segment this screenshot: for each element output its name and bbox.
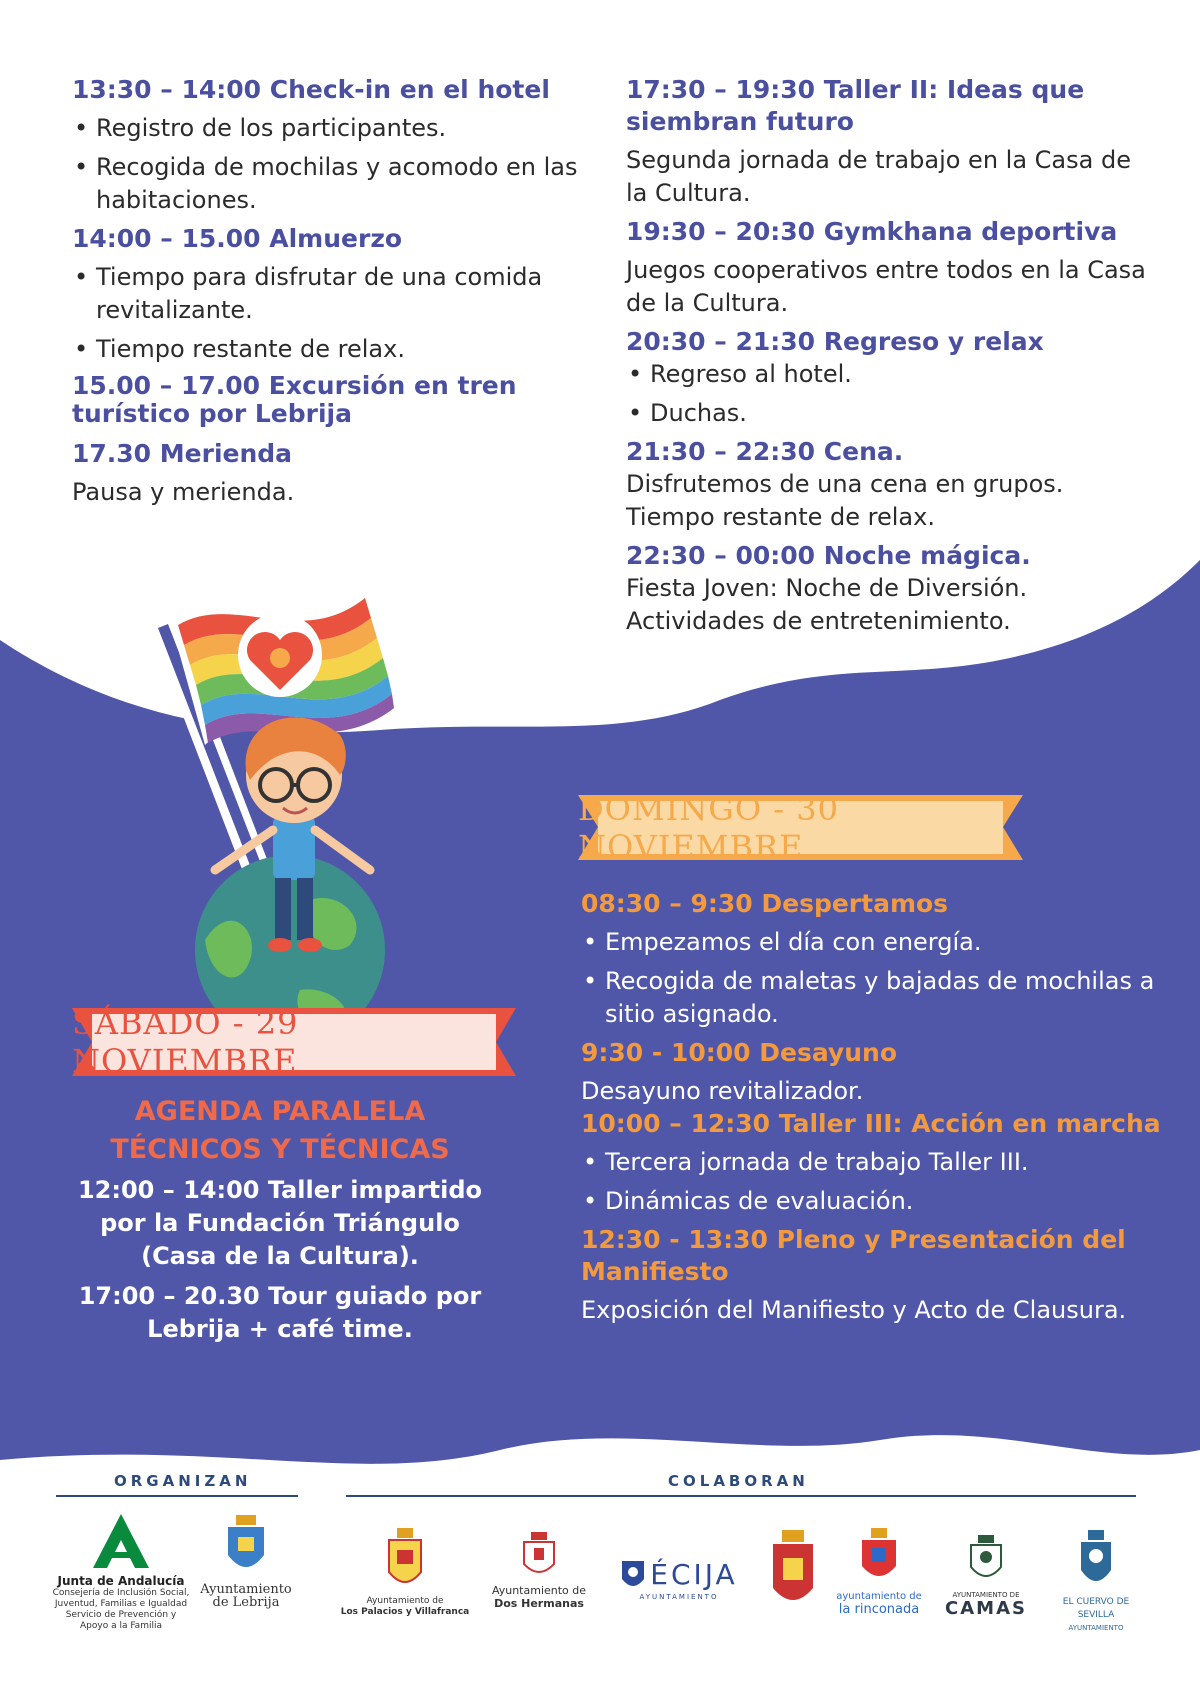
divider xyxy=(56,1495,298,1497)
junta-andalucia-icon xyxy=(91,1512,151,1570)
list-item: • Registro de los participantes. xyxy=(72,112,602,145)
el-cuervo-text-1: EL CUERVO DE SEVILLA xyxy=(1062,1597,1130,1620)
schedule-heading: 19:30 – 20:30 Gymkhana deportiva xyxy=(626,217,1118,246)
sunday-ribbon xyxy=(578,789,1023,866)
camas-text-1: AYUNTAMIENTO DE xyxy=(952,1591,1020,1599)
list-item: • Duchas. xyxy=(626,397,1146,430)
el-cuervo-text-2: AYUNTAMIENTO xyxy=(1068,1624,1124,1632)
schedule-text: Pausa y merienda. xyxy=(72,478,295,506)
schedule-text: Juegos cooperativos entre todos en la Casa de la Cultura. xyxy=(626,256,1146,317)
dos-hermanas-text-1: Ayuntamiento de xyxy=(491,1584,587,1597)
organizan-label: ORGANIZAN xyxy=(114,1472,252,1490)
camas-text-2: CAMAS xyxy=(945,1598,1027,1619)
schedule-heading: 12:30 - 13:30 Pleno y Presentación del Manifiesto xyxy=(581,1225,1126,1286)
saturday-ribbon-label: SÁBADO - 29 NOVIEMBRE xyxy=(72,1004,299,1080)
dos-hermanas-text-2: Dos Hermanas xyxy=(494,1597,584,1610)
schedule-text: Desayuno revitalizador. xyxy=(581,1077,864,1105)
junta-service: Servicio de Prevención y Apoyo a la Familia xyxy=(65,1610,177,1631)
camas-logo xyxy=(936,1535,1036,1619)
bullet-list xyxy=(72,112,602,217)
palacios-text-2: Los Palacios y Villafranca xyxy=(340,1607,470,1617)
right-top-column xyxy=(626,74,1146,638)
schedule-heading: 15.00 – 17.00 Excursión en tren turístico por Lebrija xyxy=(72,371,517,428)
schedule-heading: 21:30 – 22:30 Cena. xyxy=(626,437,904,466)
rinconada-text-1: ayuntamiento de xyxy=(836,1591,922,1602)
agenda-item: 17:00 – 20.30 Tour guiado por Lebrija + café time. xyxy=(78,1282,482,1343)
junta-department: Consejería de Inclusión Social, Juventud, Familias e Igualdad xyxy=(52,1588,190,1609)
list-item: • Empezamos el día con energía. xyxy=(581,926,1161,959)
schedule-heading: 14:00 – 15.00 Almuerzo xyxy=(72,224,403,253)
list-item: • Tercera jornada de trabajo Taller III. xyxy=(581,1146,1161,1179)
palacios-crest-icon xyxy=(387,1528,423,1592)
schedule-heading: 9:30 - 10:00 Desayuno xyxy=(581,1038,898,1067)
schedule-text: Actividades de entretenimiento. xyxy=(626,607,1011,635)
schedule-text: Disfrutemos de una cena en grupos. xyxy=(626,470,1064,498)
camas-crest-icon xyxy=(969,1535,1003,1585)
schedule-heading: 22:30 – 00:00 Noche mágica. xyxy=(626,541,1031,570)
schedule-text: Tiempo restante de relax. xyxy=(626,503,935,531)
el-cuervo-crest-icon xyxy=(1079,1530,1113,1592)
rinconada-logo xyxy=(834,1528,924,1616)
schedule-heading: 08:30 – 9:30 Despertamos xyxy=(581,889,949,918)
bullet-list xyxy=(581,1146,1161,1218)
schedule-heading: 13:30 – 14:00 Check-in en el hotel xyxy=(72,75,550,104)
lebrija-crest-icon xyxy=(224,1515,268,1579)
rinconada-crest-icon xyxy=(860,1528,898,1586)
list-item: • Regreso al hotel. xyxy=(626,358,1146,391)
rinconada-text-2: la rinconada xyxy=(838,1602,920,1617)
schedule-heading: 17.30 Merienda xyxy=(72,439,293,468)
agenda-item: 12:00 – 14:00 Taller impartido por la Fundación Triángulo (Casa de la Cultura). xyxy=(77,1176,483,1270)
lebrija-text-1: Ayuntamiento xyxy=(200,1582,292,1597)
schedule-heading: 10:00 – 12:30 Taller III: Acción en marcha xyxy=(581,1109,1161,1138)
list-item: • Tiempo para disfrutar de una comida revitalizante. xyxy=(72,261,602,327)
sunday-ribbon-label: DOMINGO - 30 NOVIEMBRE xyxy=(578,789,839,866)
schedule-text: Exposición del Manifiesto y Acto de Clausura. xyxy=(581,1296,1127,1324)
palacios-text-1: Ayuntamiento de xyxy=(366,1596,444,1606)
palacios-logo xyxy=(340,1528,470,1618)
ecija-logo xyxy=(614,1558,744,1604)
ecija-subtitle: AYUNTAMIENTO xyxy=(639,1593,719,1601)
dos-hermanas-logo xyxy=(484,1532,594,1610)
agenda-title: TÉCNICOS Y TÉCNICAS xyxy=(110,1134,450,1165)
schedule-heading: 17:30 – 19:30 Taller II: Ideas que siembran futuro xyxy=(626,75,1085,136)
schedule-text: Fiesta Joven: Noche de Diversión. xyxy=(626,574,1028,602)
lebrija-logo xyxy=(196,1515,296,1609)
divider xyxy=(346,1495,1136,1497)
sunday-column xyxy=(581,888,1161,1327)
schedule-text: Segunda jornada de trabajo en la Casa de la Cultura. xyxy=(626,146,1131,207)
left-top-column xyxy=(72,74,602,509)
bullet-list xyxy=(581,926,1161,1031)
municipal-crest-icon xyxy=(770,1530,816,1612)
junta-andalucia-logo xyxy=(52,1512,190,1632)
list-item: • Recogida de maletas y bajadas de mochilas a sitio asignado. xyxy=(581,965,1161,1031)
list-item: • Tiempo restante de relax. xyxy=(72,333,602,366)
list-item: • Dinámicas de evaluación. xyxy=(581,1185,1161,1218)
el-cuervo-logo xyxy=(1046,1530,1146,1635)
junta-name: Junta de Andalucía xyxy=(57,1574,185,1588)
ecija-name: ÉCIJA xyxy=(650,1558,738,1591)
lebrija-text-2: de Lebrija xyxy=(212,1595,280,1610)
bullet-list xyxy=(72,261,602,366)
schedule-heading: 20:30 – 21:30 Regreso y relax xyxy=(626,327,1044,356)
colaboran-label: COLABORAN xyxy=(668,1472,809,1490)
bullet-list xyxy=(626,358,1146,430)
agenda-title: AGENDA PARALELA xyxy=(134,1096,426,1127)
ecija-crest-icon xyxy=(620,1559,646,1591)
saturday-ribbon xyxy=(72,1004,516,1080)
dos-hermanas-crest-icon xyxy=(522,1532,556,1580)
list-item: • Recogida de mochilas y acomodo en las habitaciones. xyxy=(72,151,602,217)
